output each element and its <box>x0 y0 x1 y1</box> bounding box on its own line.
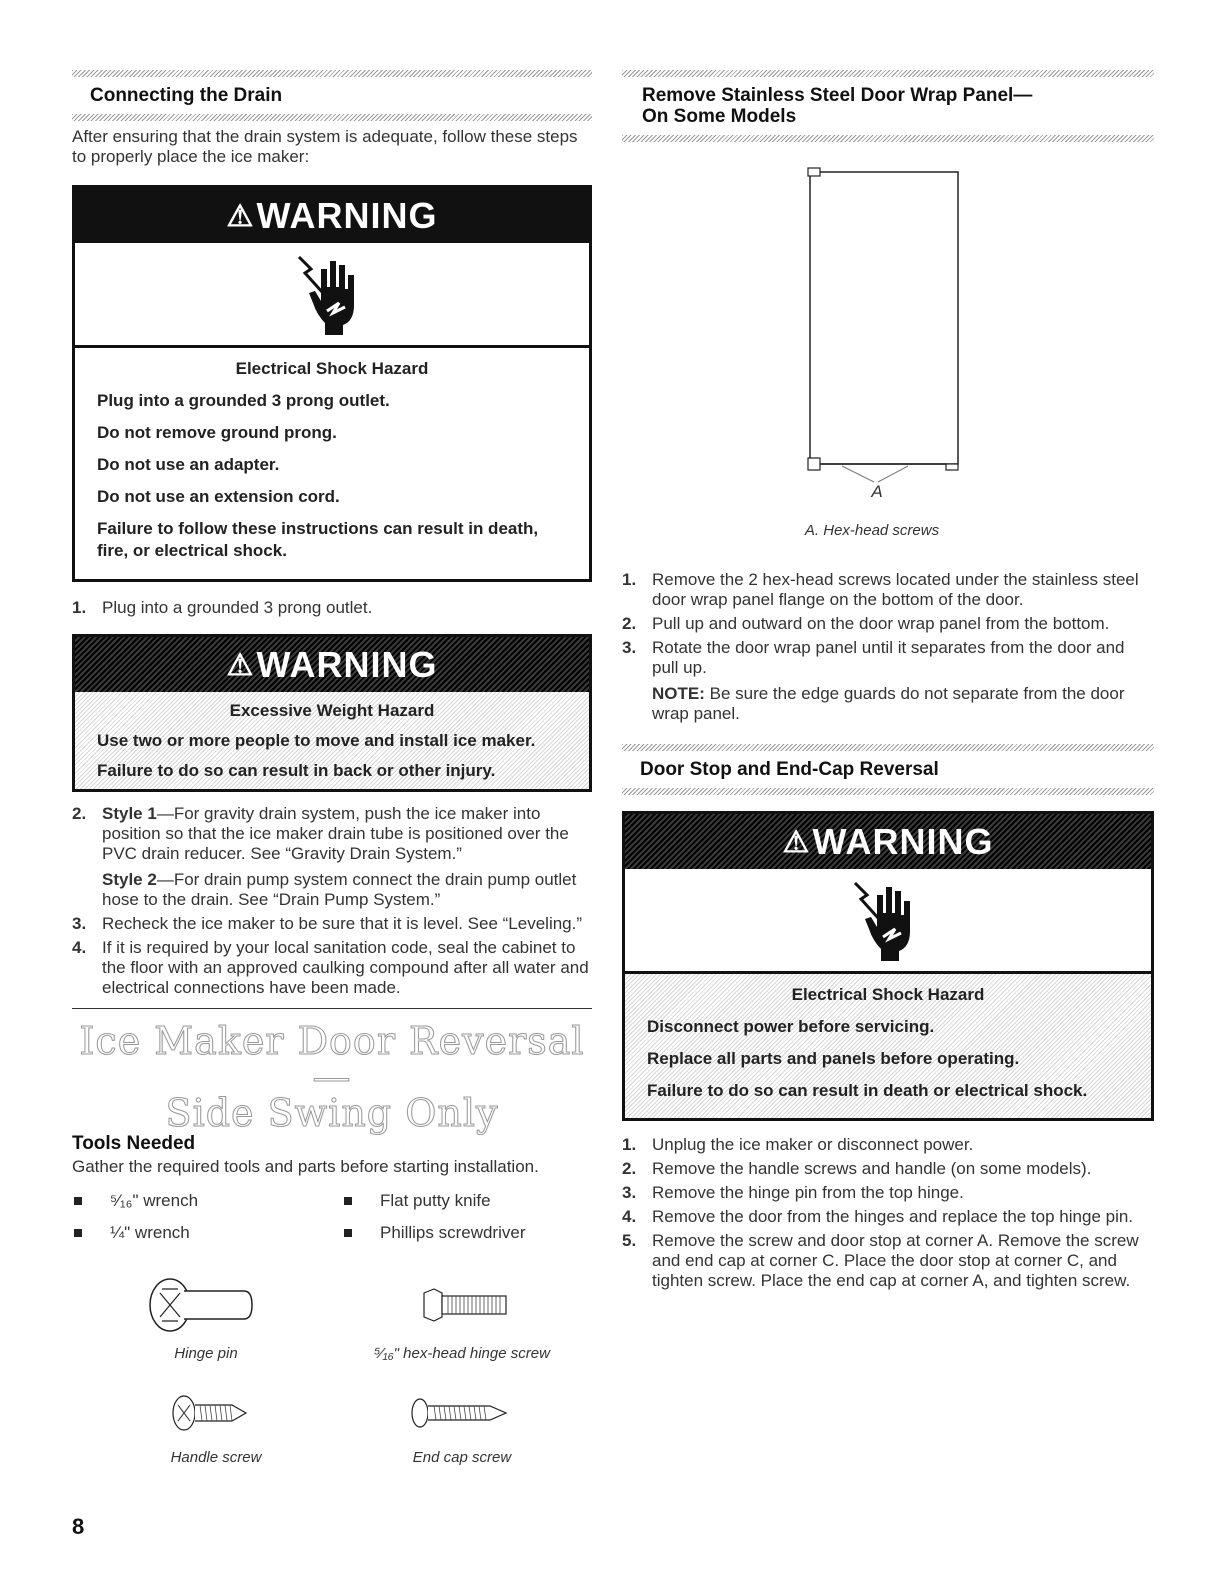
handle-screw-illustration <box>170 1393 250 1433</box>
list-item: 2. Remove the handle screws and handle (on some models). <box>622 1159 1092 1178</box>
section-title-door-reversal: Ice Maker Door Reversal— Side Swing Only <box>79 1019 585 1135</box>
warning-body <box>75 692 589 792</box>
left-column <box>72 70 592 1475</box>
end-cap-screw-illustration <box>410 1393 510 1433</box>
list-item: 3. Rotate the door wrap panel until it separates from the door and pull up. NOTE: Be sure the edge guards do not separate from the door wrap panel. <box>622 638 1125 723</box>
list-item: ¼" wrench <box>72 1223 342 1243</box>
list-item: 2. Pull up and outward on the door wrap panel from the bottom. <box>622 614 1110 633</box>
list-item: 4. If it is required by your local sanitation code, seal the cabinet to the floor with an approved caulking compound after all water and electrical connections have been made. <box>72 938 589 997</box>
list-item: 3. Recheck the ice maker to be sure that it is level. See “Leveling.” <box>72 914 583 933</box>
door-panel-figure <box>622 142 1154 552</box>
list-item: 4. Remove the door from the hinges and replace the top hinge pin. <box>622 1207 1134 1226</box>
section-title-door-stop: Door Stop and End-Cap Reversal <box>640 759 939 780</box>
warning-triangle-icon: ⚠ <box>782 826 811 859</box>
caption-handle-screw: Handle screw <box>170 1449 262 1466</box>
list-item: 1. Plug into a grounded 3 prong outlet. <box>72 598 373 617</box>
list-item: 5. Remove the screw and door stop at corner A. Remove the screw and end cap at corner C. Place the door stop at corner C, and tighten screw. Place the end cap at corner A, and tighten screw. <box>622 1231 1139 1290</box>
list-item: 1. Unplug the ice maker or disconnect power. <box>622 1135 974 1154</box>
divider <box>622 788 1154 795</box>
warning-body <box>75 348 589 572</box>
door-panel-illustration <box>798 164 968 484</box>
list-item: Flat putty knife <box>342 1191 592 1211</box>
caption-hex-head-hinge-screw: ⁵⁄₁₆" hex-head hinge screw <box>374 1345 550 1362</box>
warning-body <box>625 974 1151 1112</box>
hex-head-screw-illustration <box>420 1285 510 1325</box>
warning-line: Disconnect power before servicing. <box>647 1017 935 1036</box>
figure-label-a: A <box>871 482 883 501</box>
electrical-shock-icon <box>625 869 1151 974</box>
intro-text: After ensuring that the drain system is adequate, follow these steps to properly place the ice maker: <box>72 127 578 166</box>
section-title-connecting-drain: Connecting the Drain <box>90 85 283 106</box>
right-column <box>622 70 1154 1295</box>
warning-header: ⚠WARNING <box>625 814 1151 869</box>
tools-intro: Gather the required tools and parts before starting installation. <box>72 1157 539 1176</box>
list-item: Phillips screwdriver <box>342 1223 592 1243</box>
tools-list <box>72 1191 592 1243</box>
warning-box-electrical-2 <box>622 811 1154 1121</box>
warning-line: Failure to do so can result in back or other injury. <box>97 761 496 780</box>
warning-box-electrical <box>72 185 592 582</box>
warning-header: ⚠WARNING <box>75 637 589 692</box>
warning-line: Do not use an adapter. <box>97 455 280 474</box>
warning-header: ⚠WARNING <box>75 188 589 243</box>
step-list <box>622 570 1154 724</box>
list-item: 1. Remove the 2 hex-head screws located under the stainless steel door wrap panel flange on the bottom of the door. <box>622 570 1139 609</box>
step-list <box>622 1135 1154 1291</box>
parts-figure <box>72 1265 592 1475</box>
step-list <box>72 598 592 618</box>
warning-triangle-icon: ⚠ <box>226 200 255 233</box>
warning-line: Use two or more people to move and install ice maker. <box>97 731 536 750</box>
hazard-title: Excessive Weight Hazard <box>229 701 435 720</box>
warning-line: Replace all parts and panels before operating. <box>647 1049 1020 1068</box>
list-item: 3. Remove the hinge pin from the top hinge. <box>622 1183 964 1202</box>
warning-box-weight <box>72 634 592 792</box>
warning-line: Do not remove ground prong. <box>97 423 337 442</box>
caption-hinge-pin: Hinge pin <box>174 1345 238 1362</box>
warning-line: Plug into a grounded 3 prong outlet. <box>97 391 390 410</box>
divider <box>72 114 592 121</box>
page-number: 8 <box>72 1514 85 1539</box>
divider <box>72 1008 592 1009</box>
figure-caption: A. Hex-head screws <box>804 522 940 539</box>
warning-triangle-icon: ⚠ <box>226 649 255 682</box>
divider <box>622 135 1154 142</box>
warning-line: Failure to do so can result in death or electrical shock. <box>647 1081 1088 1100</box>
caption-end-cap-screw: End cap screw <box>412 1449 512 1466</box>
hinge-pin-illustration <box>148 1275 258 1335</box>
divider <box>622 70 1154 77</box>
section-title-remove-door-wrap: Remove Stainless Steel Door Wrap Panel— On Some Models <box>642 85 1033 127</box>
hazard-title: Electrical Shock Hazard <box>235 359 429 378</box>
electrical-shock-icon <box>75 243 589 348</box>
tools-needed-title: Tools Needed <box>72 1133 196 1154</box>
warning-line: Do not use an extension cord. <box>97 487 340 506</box>
list-item: 2. Style 1—For gravity drain system, push the ice maker into position so that the ice maker drain tube is positioned over the PVC drain reducer. See “Gravity Drain System.” Style 2—For drain pump system connect the drain pump outlet hose to the drain. See “Drain Pump System.” <box>72 804 577 909</box>
step-list <box>72 804 592 998</box>
list-item: ⁵⁄₁₆" wrench <box>72 1191 342 1211</box>
hazard-title: Electrical Shock Hazard <box>791 985 985 1004</box>
warning-line: Failure to follow these instructions can result in death, fire, or electrical shock. <box>97 519 539 560</box>
divider <box>72 70 592 77</box>
divider <box>622 744 1154 751</box>
